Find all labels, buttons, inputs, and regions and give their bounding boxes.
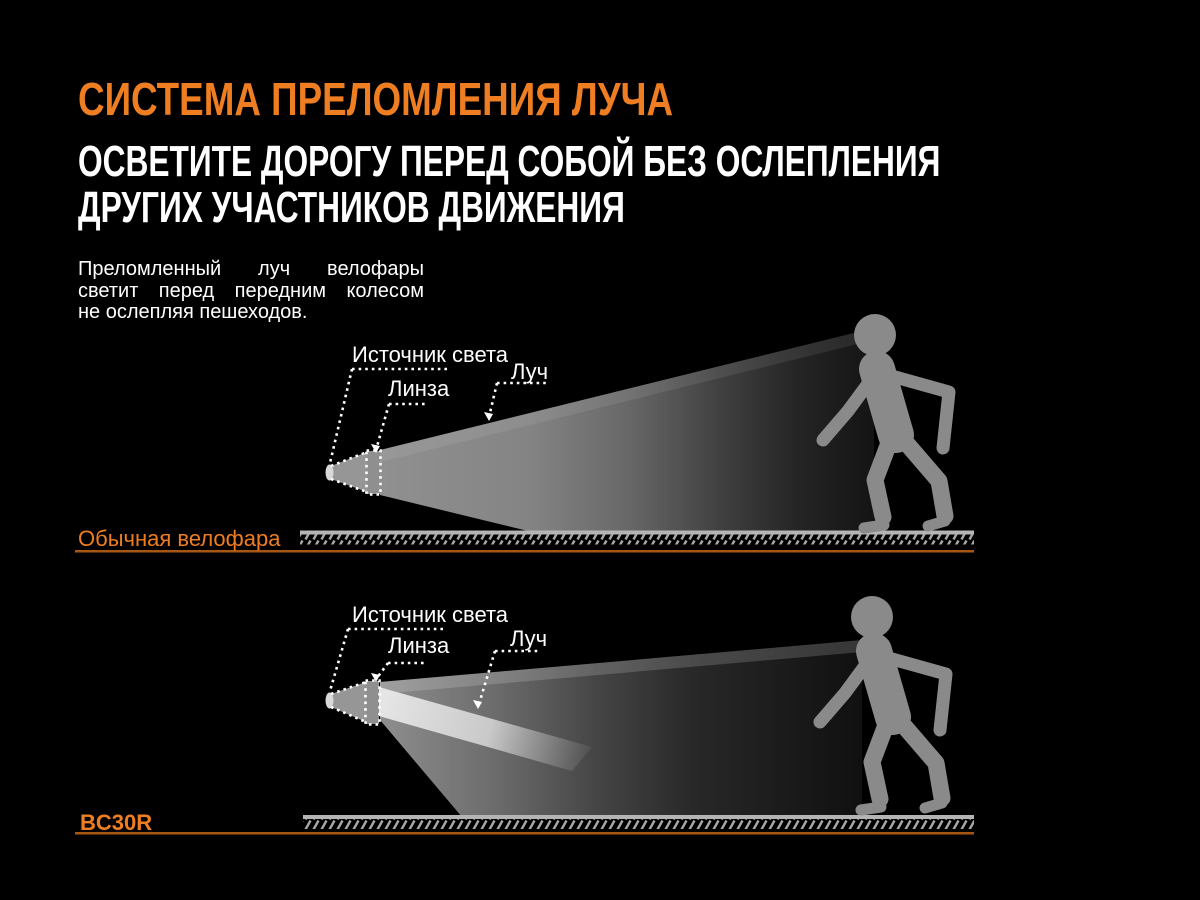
leader-line <box>330 629 348 691</box>
light-source-label: Источник света <box>352 602 509 627</box>
subtitle-line-2: ДРУГИХ УЧАСТНИКОВ ДВИЖЕНИЯ <box>78 182 625 232</box>
arrowhead <box>484 412 493 421</box>
leader-line <box>489 383 497 417</box>
diagram-conventional <box>75 314 974 553</box>
leader-line <box>330 369 352 463</box>
description-line: светит перед передним колесом <box>78 279 424 302</box>
description-line: не ослепляя пешеходов. <box>78 301 308 323</box>
light-source-label: Источник света <box>352 342 509 367</box>
light-cone <box>331 452 367 492</box>
leader-line <box>376 404 389 450</box>
lens-label: Линза <box>388 376 450 401</box>
ground-hatch <box>300 531 974 545</box>
subtitle-line-1: ОСВЕТИТЕ ДОРОГУ ПЕРЕД СОБОЙ БЕЗ ОСЛЕПЛЕНИЯ <box>78 137 941 186</box>
lens-body <box>366 681 379 724</box>
page-title: СИСТЕМА ПРЕЛОМЛЕНИЯ ЛУЧА <box>78 73 674 125</box>
caption-bc30r: BC30R <box>80 810 153 835</box>
subtitle <box>78 139 940 230</box>
beam-label: Луч <box>511 359 549 384</box>
orange-divider <box>75 832 974 835</box>
lens-label: Линза <box>388 633 450 658</box>
ground-hatch <box>303 815 974 829</box>
description-line: Преломленный луч велофары <box>78 258 424 280</box>
description-paragraph <box>78 259 424 324</box>
lens-body <box>367 451 380 494</box>
caption-conventional: Обычная велофара <box>78 526 281 551</box>
beam-label: Луч <box>510 626 548 651</box>
light-cone <box>331 682 366 722</box>
